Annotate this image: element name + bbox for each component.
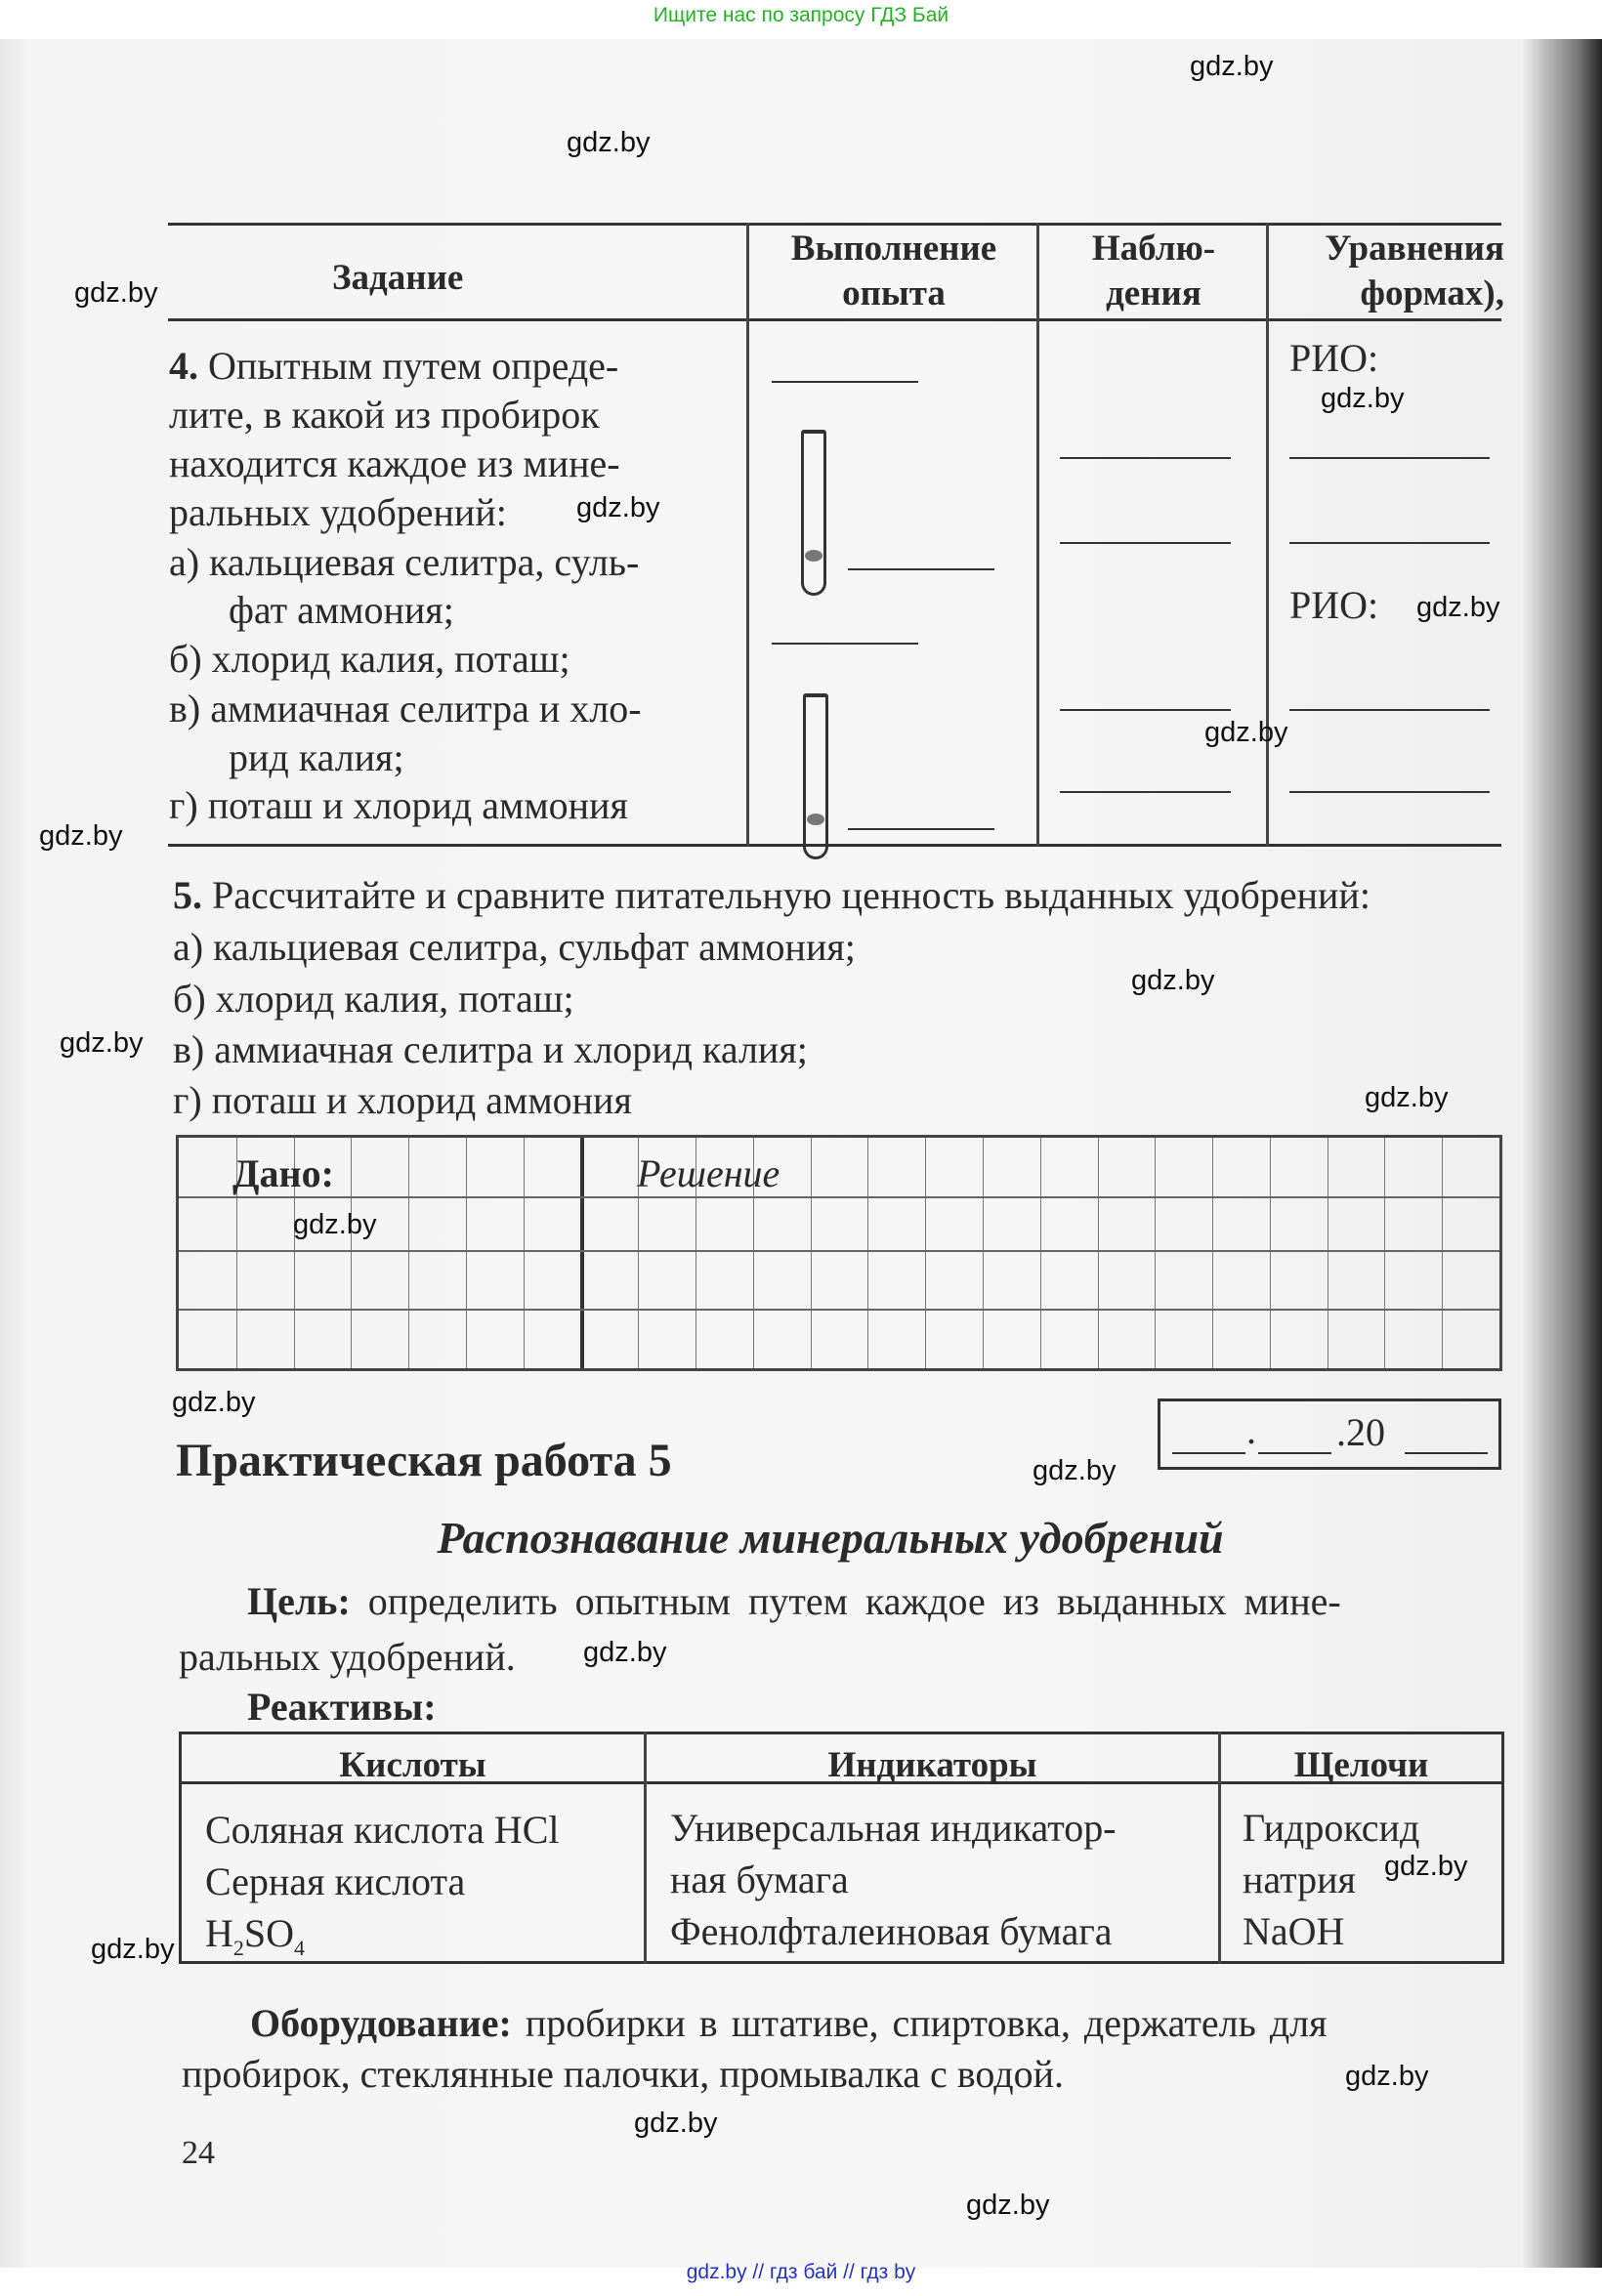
date-box[interactable] bbox=[1158, 1398, 1501, 1470]
solution-grid[interactable] bbox=[176, 1135, 1502, 1371]
header-eq-l2: формах), bbox=[1360, 273, 1504, 314]
watermark: gdz.by bbox=[1365, 1082, 1449, 1113]
task4-line: фат аммония; bbox=[229, 588, 454, 632]
goal-label: Цель: bbox=[247, 1579, 351, 1623]
divider bbox=[168, 844, 1501, 847]
watermark: gdz.by bbox=[1204, 717, 1288, 748]
task-number: 4. bbox=[169, 344, 198, 388]
watermark: gdz.by bbox=[966, 2190, 1050, 2221]
watermark: gdz.by bbox=[576, 492, 660, 523]
header-indicators: Индикаторы bbox=[827, 1745, 1037, 1785]
answer-blank[interactable] bbox=[1289, 791, 1490, 793]
grid-line bbox=[1270, 1138, 1271, 1368]
acids-cell bbox=[205, 1805, 560, 1962]
task4-line: б) хлорид калия, поташ; bbox=[169, 637, 570, 681]
year-prefix: .20 bbox=[1336, 1410, 1385, 1454]
header-experiment-l2: опыта bbox=[842, 273, 946, 314]
grid-line bbox=[524, 1138, 525, 1368]
watermark: gdz.by bbox=[583, 1637, 667, 1668]
answer-blank[interactable] bbox=[848, 568, 994, 570]
watermark: gdz.by bbox=[74, 277, 158, 309]
grid-line bbox=[179, 1196, 1499, 1198]
task4-line: лите, в какой из пробирок bbox=[169, 393, 600, 437]
test-tube-icon bbox=[803, 693, 828, 859]
goal-line: ральных удобрений. bbox=[179, 1635, 516, 1679]
answer-blank[interactable] bbox=[772, 381, 918, 383]
grid-line bbox=[1212, 1138, 1213, 1368]
divider bbox=[168, 318, 1501, 321]
equipment-label: Оборудование: bbox=[250, 2001, 512, 2045]
footer-links[interactable]: gdz.by // гдз бай // гдз by bbox=[686, 2261, 916, 2283]
text: Опытным путем опреде- bbox=[208, 344, 619, 388]
answer-blank[interactable] bbox=[1289, 709, 1490, 711]
header-observations bbox=[1041, 227, 1266, 317]
f: 2 bbox=[232, 1935, 244, 1960]
grid-line bbox=[351, 1138, 352, 1368]
watermark: gdz.by bbox=[1321, 383, 1405, 414]
watermark: gdz.by bbox=[1345, 2061, 1429, 2092]
header-experiment bbox=[752, 227, 1035, 317]
header-task: Задание bbox=[332, 258, 464, 298]
task4-line: а) кальциевая селитра, суль- bbox=[169, 540, 640, 584]
grid-line bbox=[408, 1138, 409, 1368]
equipment-line: пробирок, стеклянные палочки, промывалка с водой. bbox=[182, 2052, 1065, 2096]
watermark: gdz.by bbox=[60, 1027, 144, 1059]
divider bbox=[168, 223, 1501, 226]
indicator: Универсальная индикатор- bbox=[670, 1806, 1117, 1850]
header-alkali: Щелочи bbox=[1293, 1745, 1429, 1785]
acid-hcl: Соляная кислота HCl bbox=[205, 1808, 560, 1852]
f: 4 bbox=[294, 1935, 306, 1960]
text: определить опытным путем каждое из выданных мине- bbox=[367, 1579, 1341, 1623]
grid-line bbox=[1384, 1138, 1385, 1368]
watermark: gdz.by bbox=[634, 2108, 718, 2139]
task4-line: рид калия; bbox=[229, 735, 404, 779]
given-label: Дано: bbox=[232, 1151, 334, 1195]
grid-line bbox=[983, 1138, 984, 1368]
watermark: gdz.by bbox=[567, 127, 651, 158]
alkali: натрия bbox=[1243, 1857, 1356, 1901]
practical-subtitle: Распознавание минеральных удобрений bbox=[437, 1513, 1224, 1563]
task5-item: а) кальциевая селитра, сульфат аммония; bbox=[173, 925, 856, 969]
answer-blank[interactable] bbox=[1289, 542, 1490, 544]
search-banner[interactable]: Ищите нас по запросу ГДЗ Бай bbox=[653, 4, 949, 26]
task5-item: г) поташ и хлорид аммония bbox=[173, 1078, 632, 1122]
goal-line bbox=[247, 1579, 1341, 1623]
day-blank[interactable] bbox=[1172, 1452, 1245, 1454]
grid-line bbox=[811, 1138, 812, 1368]
task4-line: ральных удобрений: bbox=[169, 490, 507, 534]
grid-line bbox=[580, 1138, 584, 1368]
task5-item: в) аммиачная селитра и хлорид калия; bbox=[173, 1027, 808, 1071]
indicator: Фенолфталеиновая бумага bbox=[670, 1908, 1113, 1953]
header-equations bbox=[1270, 227, 1504, 317]
answer-blank[interactable] bbox=[1060, 542, 1231, 544]
grid-line bbox=[1040, 1138, 1041, 1368]
watermark: gdz.by bbox=[1033, 1455, 1117, 1486]
page-number: 24 bbox=[182, 2135, 215, 2171]
watermark: gdz.by bbox=[1190, 51, 1274, 82]
equipment-line bbox=[250, 2001, 1328, 2045]
watermark: gdz.by bbox=[39, 820, 123, 852]
header-obs-l1: Наблю- bbox=[1091, 229, 1216, 269]
rio-label: РИО: bbox=[1289, 336, 1379, 380]
grid-line bbox=[867, 1138, 868, 1368]
task5-item: б) хлорид калия, поташ; bbox=[173, 977, 574, 1021]
alkali: Гидроксид bbox=[1243, 1806, 1420, 1850]
divider bbox=[746, 223, 749, 846]
f: H bbox=[205, 1910, 233, 1955]
task4-line: в) аммиачная селитра и хло- bbox=[169, 687, 642, 731]
watermark: gdz.by bbox=[1416, 592, 1500, 623]
task-number: 5. bbox=[173, 873, 202, 917]
answer-blank[interactable] bbox=[1060, 791, 1231, 793]
grid-line bbox=[925, 1138, 926, 1368]
header-acids: Кислоты bbox=[339, 1745, 486, 1785]
grid-line bbox=[179, 1250, 1499, 1252]
grid-line bbox=[1442, 1138, 1443, 1368]
watermark: gdz.by bbox=[293, 1209, 377, 1240]
f: SO bbox=[243, 1910, 295, 1955]
alkali: NaOH bbox=[1243, 1908, 1345, 1953]
formula-h2so4 bbox=[205, 1908, 560, 1962]
answer-blank[interactable] bbox=[1060, 709, 1231, 711]
answer-blank[interactable] bbox=[848, 828, 994, 830]
text: пробирки в штативе, спиртовка, держатель для bbox=[525, 2001, 1328, 2045]
test-tube-icon bbox=[801, 430, 826, 596]
watermark: gdz.by bbox=[172, 1387, 256, 1418]
divider bbox=[1036, 223, 1039, 846]
text: Рассчитайте и сравните питательную ценность выданных удобрений: bbox=[212, 873, 1370, 917]
header-eq-l1: Уравнения bbox=[1325, 229, 1504, 269]
rio-label: РИО: bbox=[1289, 583, 1379, 627]
task5-title bbox=[173, 873, 1370, 917]
grid-line bbox=[466, 1138, 467, 1368]
answer-blank[interactable] bbox=[772, 643, 918, 645]
header-experiment-l1: Выполнение bbox=[790, 229, 997, 269]
watermark: gdz.by bbox=[1384, 1851, 1468, 1882]
divider bbox=[1266, 223, 1269, 846]
task4-line: г) поташ и хлорид аммония bbox=[169, 783, 628, 827]
header-obs-l2: дения bbox=[1106, 273, 1202, 314]
watermark: gdz.by bbox=[1131, 965, 1215, 996]
solution-label: Решение bbox=[637, 1151, 780, 1195]
watermark: gdz.by bbox=[91, 1934, 175, 1965]
reagents-label: Реактивы: bbox=[247, 1685, 437, 1729]
grid-line bbox=[1098, 1138, 1099, 1368]
answer-blank[interactable] bbox=[1060, 457, 1231, 459]
task4-line bbox=[169, 344, 619, 388]
answer-blank[interactable] bbox=[1289, 457, 1490, 459]
year-blank[interactable] bbox=[1405, 1452, 1488, 1454]
acid-sulfuric: Серная кислота bbox=[205, 1858, 466, 1903]
task4-line: находится каждое из мине- bbox=[169, 441, 620, 485]
date-dot: . bbox=[1246, 1408, 1256, 1452]
grid-line bbox=[179, 1309, 1499, 1311]
month-blank[interactable] bbox=[1258, 1452, 1331, 1454]
grid-line bbox=[1155, 1138, 1156, 1368]
indicators-cell bbox=[670, 1803, 1117, 1957]
practical-title: Практическая работа 5 bbox=[176, 1435, 672, 1486]
indicator: ная бумага bbox=[670, 1857, 849, 1901]
